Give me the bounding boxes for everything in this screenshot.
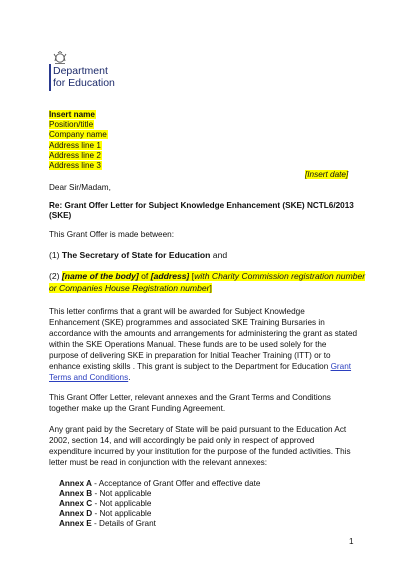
made-between: This Grant Offer is made between: bbox=[49, 230, 174, 239]
para1-line-4: within the SKE Operations Manual. These funds are to be used solely for the bbox=[49, 340, 327, 349]
para1-line-7: Terms and Conditions. bbox=[49, 373, 131, 382]
party-2-address: [address] bbox=[150, 271, 190, 281]
party-1-name: The Secretary of State for Education bbox=[61, 250, 211, 260]
address-block bbox=[49, 110, 108, 171]
logo-line-1: Department bbox=[53, 65, 108, 77]
party-2-registration: with Charity Commission registration number bbox=[194, 271, 366, 281]
annex-a: Annex A - Acceptance of Grant Offer and effective date bbox=[59, 479, 261, 488]
para2-line-1: This Grant Offer Letter, relevant annexes and the Grant Terms and Conditions bbox=[49, 393, 331, 402]
para3-line-1: Any grant paid by the Secretary of State will be paid pursuant to the Education Act bbox=[49, 425, 347, 434]
grant-terms-link[interactable]: Grant bbox=[330, 362, 352, 371]
para1-line-2: Enhancement (SKE) programmes and associated SKE Training Bursaries in bbox=[49, 318, 325, 327]
para3-line-2: 2002, section 14, and will accordingly be paid only in respect of approved bbox=[49, 436, 315, 445]
grant-terms-link-continued[interactable]: Terms and Conditions bbox=[49, 373, 129, 382]
para3-line-3: expenditure incurred by your institution for the purpose of the funded activities. This bbox=[49, 447, 351, 456]
address-line-2: Address line 2 bbox=[49, 150, 101, 160]
salutation: Dear Sir/Madam, bbox=[49, 183, 111, 192]
address-position: Position/title bbox=[49, 120, 94, 130]
annex-b: Annex B - Not applicable bbox=[59, 489, 152, 498]
party-2: (2) [name of the body] of [address] [with Charity Commission registration number bbox=[49, 271, 366, 281]
party-2-continued: or Companies House Registration number] bbox=[49, 283, 212, 293]
insert-date: [Insert date] bbox=[305, 170, 349, 179]
address-line-3: Address line 3 bbox=[49, 161, 101, 171]
address-line-1: Address line 1 bbox=[49, 140, 101, 150]
para1-line-1: This letter confirms that a grant will be awarded for Subject Knowledge bbox=[49, 307, 305, 316]
para1-line-5: purpose of delivering SKE in preparation for Initial Teacher Training (ITT) or to bbox=[49, 351, 331, 360]
royal-crest-icon bbox=[51, 51, 69, 65]
subject-line-2: (SKE) bbox=[49, 211, 72, 220]
para2-line-2: together make up the Grant Funding Agreement. bbox=[49, 404, 226, 413]
logo-bar bbox=[49, 64, 51, 91]
address-company: Company name bbox=[49, 130, 107, 140]
subject-line-1: Re: Grant Offer Letter for Subject Knowledge Enhancement (SKE) NCTL6/2013 bbox=[49, 201, 354, 210]
page-number: 1 bbox=[349, 537, 354, 546]
logo-line-2: for Education bbox=[53, 76, 115, 89]
para1-line-3: accordance with the amounts and arrangements for administering the grant as stated bbox=[49, 329, 358, 338]
annex-d: Annex D - Not applicable bbox=[59, 509, 152, 518]
annex-c: Annex C - Not applicable bbox=[59, 499, 152, 508]
para1-line-6: enhance existing skills . This grant is subject to the Department for Education Grant bbox=[49, 362, 352, 371]
party-1: (1) The Secretary of State for Education and bbox=[49, 250, 228, 260]
department-logo bbox=[53, 66, 115, 89]
annex-e: Annex E - Details of Grant bbox=[59, 519, 156, 528]
para3-line-4: letter must be read in conjunction with the relevant annexes: bbox=[49, 458, 268, 467]
party-2-body: [name of the body] bbox=[61, 271, 139, 281]
address-name: Insert name bbox=[49, 110, 95, 119]
